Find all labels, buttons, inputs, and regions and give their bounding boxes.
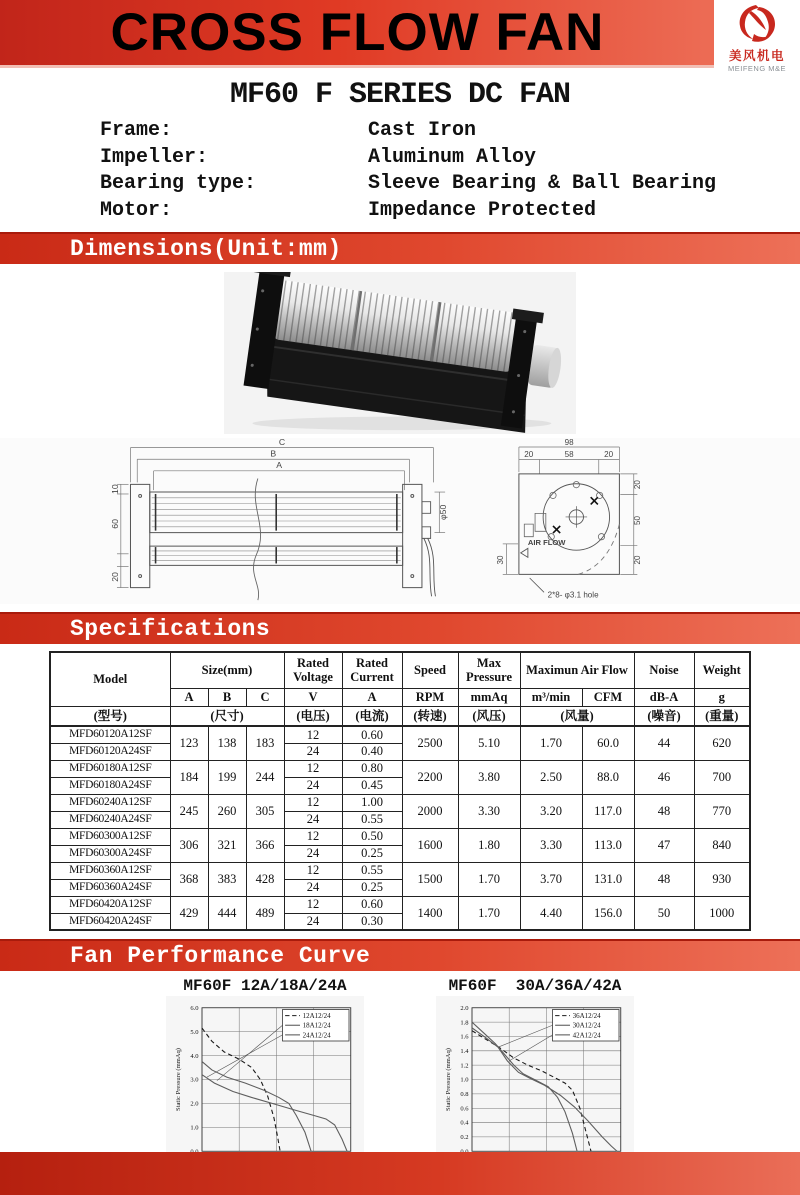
overview-label: Frame: xyxy=(100,119,173,142)
voltage-cell: 24 xyxy=(284,879,342,896)
unit-b: B xyxy=(208,688,246,706)
spec-table-body xyxy=(50,726,750,930)
dim-label-r20b: 20 xyxy=(633,555,643,565)
dimension-drawings xyxy=(0,438,800,604)
model-cell: MFD60240A24SF xyxy=(50,811,170,828)
current-cell: 0.40 xyxy=(342,743,402,760)
col-current: Rated Current xyxy=(342,652,402,688)
side-view-drawing xyxy=(107,438,457,604)
size-c-cell: 183 xyxy=(246,726,284,760)
hole-note: 2*8- φ3.1 hole xyxy=(547,590,599,600)
header-banner xyxy=(0,0,800,68)
size-c-cell: 366 xyxy=(246,828,284,862)
size-b-cell: 444 xyxy=(208,896,246,930)
current-cell: 0.55 xyxy=(342,811,402,828)
svg-text:2.0: 2.0 xyxy=(460,1004,469,1012)
airflow-m3-cell: 4.40 xyxy=(520,896,582,930)
airflow-m3-cell: 3.70 xyxy=(520,862,582,896)
col-voltage: Rated Voltage xyxy=(284,652,342,688)
svg-text:Static Pressure (mmAq): Static Pressure (mmAq) xyxy=(175,1048,183,1111)
table-row xyxy=(50,760,750,777)
unit-g: g xyxy=(694,688,750,706)
speed-cell: 1600 xyxy=(402,828,458,862)
overview-label: Impeller: xyxy=(100,145,209,169)
col-size: Size(mm) xyxy=(170,652,284,688)
svg-text:0.6: 0.6 xyxy=(460,1105,469,1113)
cn-size: (尺寸) xyxy=(170,706,284,726)
svg-text:30A12/24: 30A12/24 xyxy=(572,1021,601,1030)
current-cell: 0.50 xyxy=(342,828,402,845)
product-photo xyxy=(224,272,576,434)
svg-text:42A12/24: 42A12/24 xyxy=(572,1031,601,1040)
logo-cn-text: 美风机电 xyxy=(728,49,785,63)
size-c-cell: 305 xyxy=(246,794,284,828)
speed-cell: 2200 xyxy=(402,760,458,794)
noise-cell: 48 xyxy=(634,794,694,828)
footer-band xyxy=(0,1152,800,1195)
table-row xyxy=(50,828,750,845)
weight-cell: 700 xyxy=(694,760,750,794)
svg-text:Static Pressure (mmAq): Static Pressure (mmAq) xyxy=(445,1048,453,1111)
model-cell: MFD60240A12SF xyxy=(50,794,170,811)
airflow-cfm-cell: 156.0 xyxy=(582,896,634,930)
page-title: CROSS FLOW FAN xyxy=(110,3,605,62)
current-cell: 0.60 xyxy=(342,896,402,913)
airflow-cfm-cell: 117.0 xyxy=(582,794,634,828)
col-pressure: Max Pressure xyxy=(458,652,520,688)
voltage-cell: 24 xyxy=(284,743,342,760)
voltage-cell: 12 xyxy=(284,760,342,777)
dim-label-30: 30 xyxy=(495,555,505,565)
dim-label-98: 98 xyxy=(564,438,574,448)
model-cell: MFD60180A12SF xyxy=(50,760,170,777)
speed-cell: 1500 xyxy=(402,862,458,896)
dim-label-c: C xyxy=(278,438,286,447)
cn-airflow: (风量) xyxy=(520,706,634,726)
table-row xyxy=(50,794,750,811)
overview-row xyxy=(100,171,800,198)
overview-list xyxy=(100,118,800,224)
col-speed: Speed xyxy=(402,652,458,688)
size-b-cell: 260 xyxy=(208,794,246,828)
size-a-cell: 245 xyxy=(170,794,208,828)
svg-text:2.0: 2.0 xyxy=(190,1100,199,1108)
airflow-m3-cell: 3.20 xyxy=(520,794,582,828)
size-a-cell: 123 xyxy=(170,726,208,760)
dim-label-r50: 50 xyxy=(633,516,643,526)
voltage-cell: 12 xyxy=(284,862,342,879)
current-cell: 0.30 xyxy=(342,913,402,930)
svg-text:1.4: 1.4 xyxy=(460,1047,469,1055)
unit-rpm: RPM xyxy=(402,688,458,706)
size-b-cell: 321 xyxy=(208,828,246,862)
current-cell: 0.80 xyxy=(342,760,402,777)
size-c-cell: 244 xyxy=(246,760,284,794)
airflow-m3-cell: 3.30 xyxy=(520,828,582,862)
svg-text:36A12/24: 36A12/24 xyxy=(572,1012,601,1021)
cn-current: (电流) xyxy=(342,706,402,726)
noise-cell: 50 xyxy=(634,896,694,930)
dim-label-58: 58 xyxy=(564,449,574,459)
dim-label-20a: 20 xyxy=(524,449,534,459)
pressure-cell: 1.70 xyxy=(458,896,520,930)
dim-label-b: B xyxy=(270,448,277,459)
size-b-cell: 199 xyxy=(208,760,246,794)
svg-text:1.0: 1.0 xyxy=(460,1076,469,1084)
overview-label: Bearing type: xyxy=(100,172,257,195)
size-a-cell: 184 xyxy=(170,760,208,794)
svg-text:1.2: 1.2 xyxy=(460,1062,469,1070)
svg-text:6.0: 6.0 xyxy=(190,1004,199,1012)
model-cell: MFD60120A12SF xyxy=(50,726,170,743)
cn-weight: (重量) xyxy=(694,706,750,726)
airflow-cfm-cell: 113.0 xyxy=(582,828,634,862)
overview-value: Cast Iron xyxy=(368,119,477,142)
section-banner-specifications: Specifications xyxy=(0,612,800,644)
size-a-cell: 429 xyxy=(170,896,208,930)
noise-cell: 44 xyxy=(634,726,694,760)
cn-pressure: (风压) xyxy=(458,706,520,726)
overview-row xyxy=(100,198,800,225)
table-row xyxy=(50,862,750,879)
voltage-cell: 12 xyxy=(284,726,342,743)
section-banner-dimensions: Dimensions(Unit:mm) xyxy=(0,232,800,264)
overview-label: Motor: xyxy=(100,198,173,222)
cn-noise: (噪音) xyxy=(634,706,694,726)
cn-model: (型号) xyxy=(50,706,170,726)
weight-cell: 1000 xyxy=(694,896,750,930)
overview-value: Aluminum Alloy xyxy=(368,145,537,169)
current-cell: 0.45 xyxy=(342,777,402,794)
cn-speed: (转速) xyxy=(402,706,458,726)
svg-text:1.8: 1.8 xyxy=(460,1019,469,1027)
current-cell: 1.00 xyxy=(342,794,402,811)
svg-text:0.2: 0.2 xyxy=(460,1134,469,1142)
weight-cell: 770 xyxy=(694,794,750,828)
speed-cell: 2000 xyxy=(402,794,458,828)
unit-c: C xyxy=(246,688,284,706)
voltage-cell: 24 xyxy=(284,845,342,862)
airflow-label: AIR FLOW xyxy=(527,537,566,547)
dim-label-20: 20 xyxy=(109,572,120,582)
svg-text:5.0: 5.0 xyxy=(190,1028,199,1036)
overview-row xyxy=(100,145,800,172)
svg-text:12A12/24: 12A12/24 xyxy=(302,1012,331,1021)
table-row xyxy=(50,896,750,913)
unit-m3min: m³/min xyxy=(520,688,582,706)
company-logo xyxy=(714,0,800,78)
unit-dba: dB-A xyxy=(634,688,694,706)
voltage-cell: 12 xyxy=(284,794,342,811)
series-title: MF60 F SERIES DC FAN xyxy=(229,78,571,112)
pressure-cell: 1.80 xyxy=(458,828,520,862)
airflow-cfm-cell: 60.0 xyxy=(582,726,634,760)
col-airflow: Maximun Air Flow xyxy=(520,652,634,688)
voltage-cell: 12 xyxy=(284,828,342,845)
speed-cell: 1400 xyxy=(402,896,458,930)
pressure-cell: 3.80 xyxy=(458,760,520,794)
voltage-cell: 24 xyxy=(284,777,342,794)
unit-mmaq: mmAq xyxy=(458,688,520,706)
size-b-cell: 383 xyxy=(208,862,246,896)
table-row xyxy=(50,726,750,743)
model-cell: MFD60180A24SF xyxy=(50,777,170,794)
overview-value: Impedance Protected xyxy=(368,198,597,222)
pressure-cell: 3.30 xyxy=(458,794,520,828)
airflow-m3-cell: 2.50 xyxy=(520,760,582,794)
model-cell: MFD60360A12SF xyxy=(50,862,170,879)
size-c-cell: 428 xyxy=(246,862,284,896)
voltage-cell: 24 xyxy=(284,913,342,930)
svg-text:24A12/24: 24A12/24 xyxy=(302,1031,331,1040)
chart-title: MF60F 12A/18A/24A xyxy=(183,977,347,995)
weight-cell: 620 xyxy=(694,726,750,760)
overview-value: Sleeve Bearing & Ball Bearing xyxy=(368,172,717,195)
unit-amp: A xyxy=(342,688,402,706)
svg-text:0.4: 0.4 xyxy=(460,1119,469,1127)
unit-v: V xyxy=(284,688,342,706)
noise-cell: 47 xyxy=(634,828,694,862)
voltage-cell: 12 xyxy=(284,896,342,913)
current-cell: 0.55 xyxy=(342,862,402,879)
logo-swirl-icon xyxy=(735,3,779,45)
dim-label-r20a: 20 xyxy=(633,480,643,490)
section-banner-performance: Fan Performance Curve xyxy=(0,939,800,971)
voltage-cell: 24 xyxy=(284,811,342,828)
weight-cell: 930 xyxy=(694,862,750,896)
svg-text:1.0: 1.0 xyxy=(190,1124,199,1132)
col-weight: Weight xyxy=(694,652,750,688)
chart-title: MF60F 30A/36A/42A xyxy=(448,977,622,995)
dim-label-a: A xyxy=(276,459,283,470)
overview-row xyxy=(100,118,800,145)
end-view-drawing xyxy=(483,438,693,604)
svg-text:18A12/24: 18A12/24 xyxy=(302,1021,331,1030)
unit-cfm: CFM xyxy=(582,688,634,706)
model-cell: MFD60420A12SF xyxy=(50,896,170,913)
dim-label-phi50: φ50 xyxy=(438,504,449,520)
svg-text:3.0: 3.0 xyxy=(190,1076,199,1084)
size-a-cell: 368 xyxy=(170,862,208,896)
col-noise: Noise xyxy=(634,652,694,688)
current-cell: 0.25 xyxy=(342,845,402,862)
logo-en-text: MEIFENG M&E xyxy=(727,63,786,73)
dim-label-20b: 20 xyxy=(604,449,614,459)
model-cell: MFD60360A24SF xyxy=(50,879,170,896)
airflow-m3-cell: 1.70 xyxy=(520,726,582,760)
specifications-table xyxy=(49,651,751,931)
model-cell: MFD60300A24SF xyxy=(50,845,170,862)
svg-text:1.6: 1.6 xyxy=(460,1033,469,1041)
model-cell: MFD60420A24SF xyxy=(50,913,170,930)
airflow-cfm-cell: 131.0 xyxy=(582,862,634,896)
size-b-cell: 138 xyxy=(208,726,246,760)
current-cell: 0.25 xyxy=(342,879,402,896)
svg-text:4.0: 4.0 xyxy=(190,1052,199,1060)
col-model: Model xyxy=(50,652,170,706)
svg-text:0.8: 0.8 xyxy=(460,1091,469,1099)
model-cell: MFD60300A12SF xyxy=(50,828,170,845)
model-cell: MFD60120A24SF xyxy=(50,743,170,760)
airflow-cfm-cell: 88.0 xyxy=(582,760,634,794)
dim-label-10: 10 xyxy=(109,484,120,494)
noise-cell: 48 xyxy=(634,862,694,896)
unit-a: A xyxy=(170,688,208,706)
pressure-cell: 1.70 xyxy=(458,862,520,896)
cn-voltage: (电压) xyxy=(284,706,342,726)
weight-cell: 840 xyxy=(694,828,750,862)
size-c-cell: 489 xyxy=(246,896,284,930)
speed-cell: 2500 xyxy=(402,726,458,760)
pressure-cell: 5.10 xyxy=(458,726,520,760)
size-a-cell: 306 xyxy=(170,828,208,862)
dim-label-60: 60 xyxy=(109,519,120,529)
noise-cell: 46 xyxy=(634,760,694,794)
current-cell: 0.60 xyxy=(342,726,402,743)
